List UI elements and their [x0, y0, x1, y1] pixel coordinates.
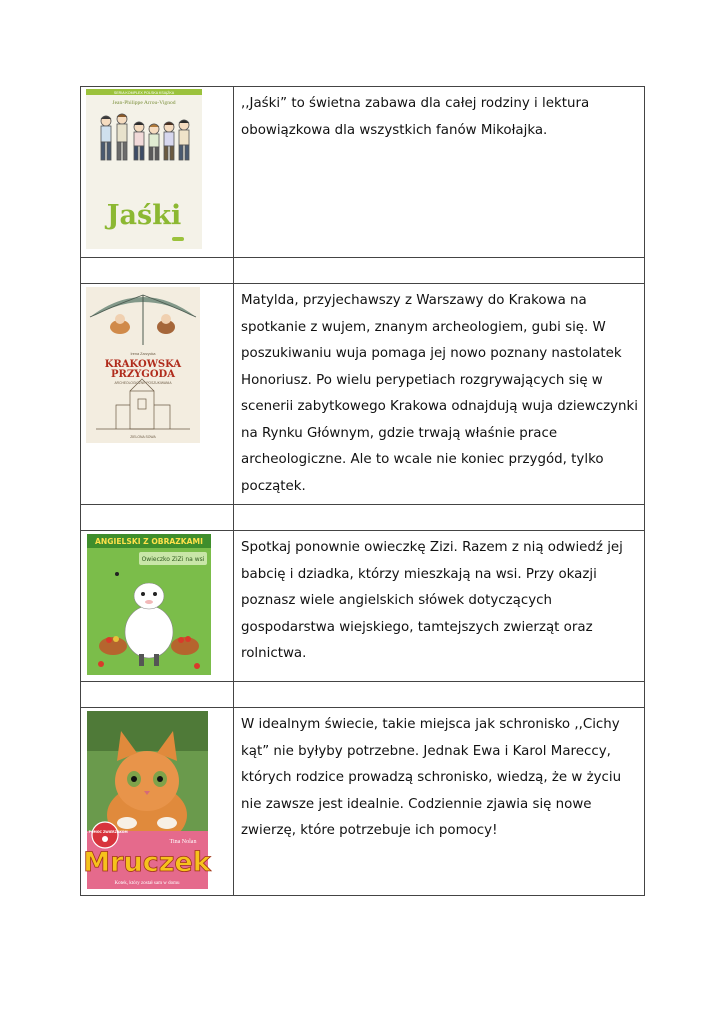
- book-description: W idealnym świecie, takie miejsca jak schronisko ,,Cichy kąt” nie byłyby potrzebne. Jednak Ewa i Karol Mareccy, których rodzice prowadzą schronisko, wiedzą, że w życiu nie zawsze jest idealnie. Codziennie zjawia się nowe zwierzę, które potrzebuje ich pomocy!: [241, 717, 622, 838]
- cover-author: Jean-Philippe Arrou-Vignod: [112, 100, 176, 106]
- cover-title-line2: PRZYGODA: [111, 369, 175, 380]
- cover-title-line1: KRAKOWSKA: [104, 359, 182, 370]
- cover-author: Irena Zarzycka: [130, 352, 156, 356]
- cover-author: Tina Nolan: [169, 839, 197, 845]
- cover-subtitle: ARCHEOLOGICZNE POSZUKIWANIA: [114, 381, 172, 385]
- book-row: [81, 284, 645, 505]
- description-cell: [234, 708, 645, 896]
- description-cell: [234, 87, 645, 258]
- description-cell: [234, 531, 645, 682]
- cover-cell: [81, 284, 234, 505]
- book-row: [81, 708, 645, 896]
- book-row: [81, 531, 645, 682]
- spacer-row: [81, 682, 645, 708]
- cover-title: Owieczko ZiZi na wsi: [141, 556, 205, 563]
- cover-cell: [81, 87, 234, 258]
- book-description: Spotkaj ponownie owieczkę Zizi. Razem z nią odwiedź jej babcię i dziadka, którzy mieszkają na wsi. Przy okazji poznasz wiele angielskich słówek dotyczących gospodarstwa wiejskiego, tamtejszych zwierząt oraz rolnictwa.: [241, 540, 623, 661]
- book-row: [81, 87, 645, 258]
- cover-cell: [81, 708, 234, 896]
- spacer-row: [81, 505, 645, 531]
- spacer-row: [81, 258, 645, 284]
- cover-series: ANGIELSKI Z OBRAZKAMI: [95, 537, 203, 546]
- cover-jaski: [86, 89, 202, 249]
- cover-krakowska: [86, 287, 200, 443]
- book-table: [80, 86, 645, 896]
- description-cell: [234, 284, 645, 505]
- cover-title: Mruczek: [83, 847, 211, 878]
- cover-angielski: [87, 534, 211, 675]
- cover-tagline: Kotek, który został sam w domu: [114, 881, 180, 886]
- book-description: ,,Jaśki” to świetna zabawa dla całej rodziny i lektura obowiązkowa dla wszystkich fanów Mikołajka.: [241, 96, 590, 138]
- cover-mruczek: [82, 711, 211, 889]
- cover-badge: NA POMOC ZWIERZAKOM: [82, 830, 128, 834]
- cover-series: SERIA KOMPLEX POLSKA KSIĄŻKA: [113, 91, 175, 95]
- cover-publisher: ZIELONA SOWA: [130, 435, 156, 439]
- book-description: Matylda, przyjechawszy z Warszawy do Krakowa na spotkanie z wujem, znanym archeologiem, gubi się. W poszukiwaniu wuja pomaga jej nowo poznany nastolatek Honoriusz. Po wielu perypetiach rozgrywających się w scenerii zabytkowego Krakowa odnajdują wuja dziewczynki na Rynku Głównym, gdzie trwają właśnie prace archeologiczne. Ale to wcale nie koniec przygód, tylko początek.: [241, 293, 639, 494]
- cover-title: Jaśki: [106, 200, 182, 231]
- cover-cell: [81, 531, 234, 682]
